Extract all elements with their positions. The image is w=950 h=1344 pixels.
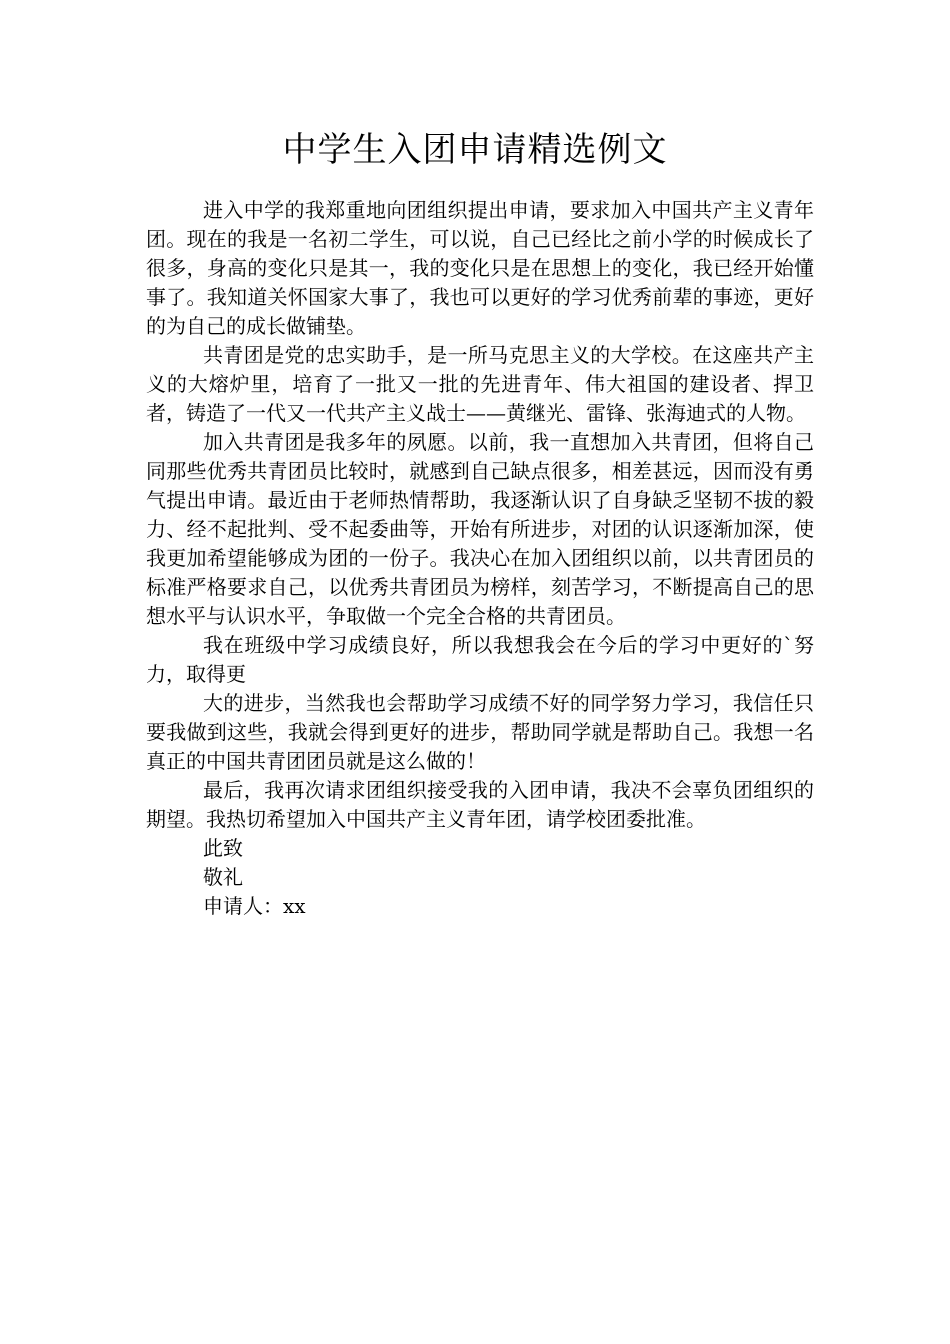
paragraph-3: 加入共青团是我多年的夙愿。以前，我一直想加入共青团，但将自己同那些优秀共青团员比较时，就感到自己缺点很多，相差甚远，因而没有勇气提出申请。最近由于老师热情帮助，我逐渐认识了自身缺乏坚韧不拔的毅力、经不起批判、受不起委曲等，开始有所进步，对团的认识逐渐加深，使我更加希望能够成为团的一份子。我决心在加入团组织以前，以共青团员的标准严格要求自己，以优秀共青团员为榜样，刻苦学习，不断提高自己的思想水平与认识水平，争取做一个完全合格的共青团员。 xyxy=(146,430,814,628)
closing-salutation: 此致 xyxy=(203,836,243,860)
document-body xyxy=(146,196,814,921)
paragraph-6: 最后，我再次请求团组织接受我的入团申请，我决不会辜负团组织的期望。我热切希望加入中国共产主义青年团，请学校团委批准。 xyxy=(146,778,814,831)
paragraph-5: 大的进步，当然我也会帮助学习成绩不好的同学努力学习，我信任只要我做到这些，我就会得到更好的进步，帮助同学就是帮助自己。我想一名真正的中国共青团团员就是这么做的！ xyxy=(146,691,814,773)
paragraph-1: 进入中学的我郑重地向团组织提出申请，要求加入中国共产主义青年团。现在的我是一名初二学生，可以说，自己已经比之前小学的时候成长了很多，身高的变化只是其一，我的变化只是在思想上的变化，我已经开始懂事了。我知道关怀国家大事了，我也可以更好的学习优秀前辈的事迹，更好的为自己的成长做铺垫。 xyxy=(146,198,814,338)
document-title: 中学生入团申请精选例文 xyxy=(282,130,668,170)
paragraph-4: 我在班级中学习成绩良好，所以我想我会在今后的学习中更好的`努力，取得更 xyxy=(146,633,814,686)
paragraph-2: 共青团是党的忠实助手，是一所马克思主义的大学校。在这座共产主义的大熔炉里，培育了一批又一批的先进青年、伟大祖国的建设者、捍卫者，铸造了一代又一代共产主义战士——黄继光、雷锋、张海迪式的人物。 xyxy=(146,343,814,425)
closing-respect: 敬礼 xyxy=(203,865,243,889)
closing-applicant: 申请人：xx xyxy=(203,894,306,918)
